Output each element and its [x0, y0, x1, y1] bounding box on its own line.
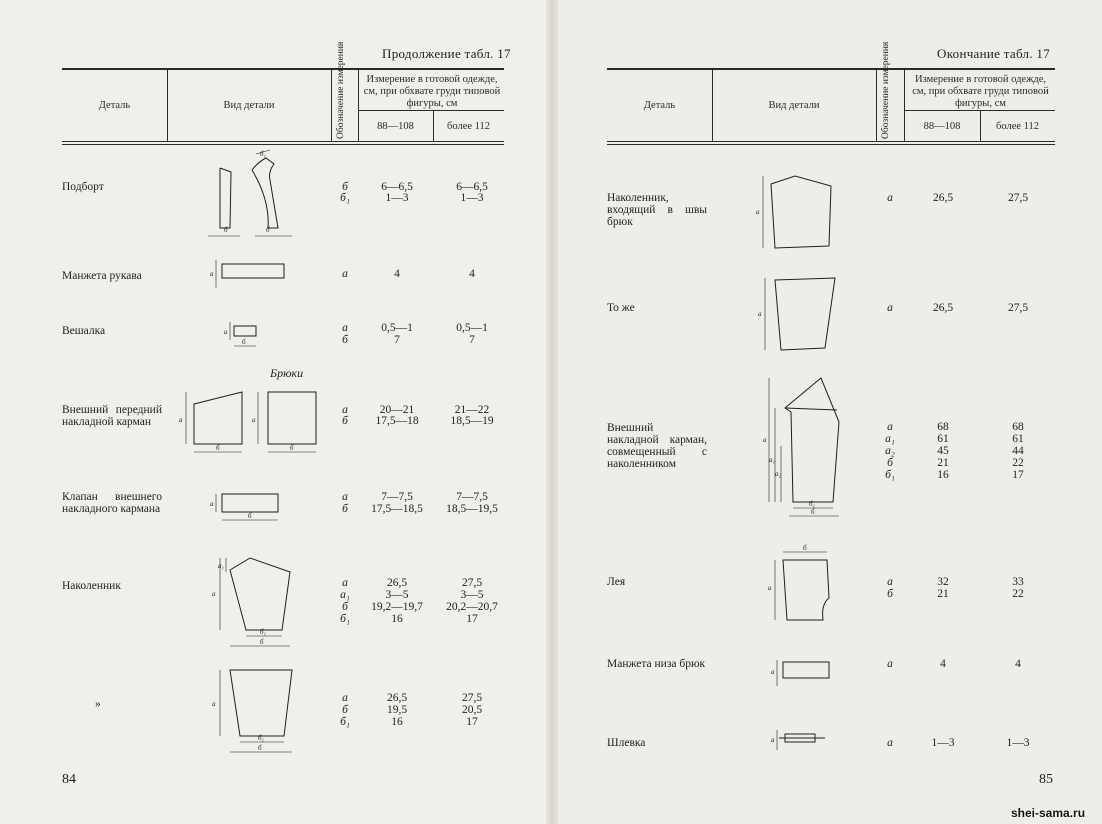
svg-text:б: б: [242, 338, 246, 346]
row-value: 20,2—20,7: [446, 601, 498, 613]
header-bottom-rule: [607, 141, 1055, 142]
table-top-rule: [62, 68, 504, 70]
row-value: 20,5: [461, 704, 483, 716]
header-view: Вид детали: [768, 100, 820, 111]
svg-text:б₁: б₁: [809, 500, 815, 508]
svg-text:а: а: [768, 584, 772, 592]
row-value: 68: [937, 421, 949, 433]
row-name: Шлевка: [607, 737, 646, 749]
row-value: 7—7,5: [456, 491, 488, 503]
row-symbol: б: [887, 588, 893, 600]
row-value: 7: [469, 334, 475, 346]
row-symbol: б: [342, 601, 348, 613]
row-symbol: а: [342, 404, 348, 416]
row-symbol: б: [887, 457, 893, 469]
row-name: Наколенник: [62, 580, 121, 592]
row-symbol: б: [342, 181, 348, 193]
row-value: 17: [466, 716, 478, 728]
row-value: 27,5: [461, 577, 483, 589]
row-value: 19,2—19,7: [371, 601, 423, 613]
section-title: Брюки: [270, 366, 304, 380]
pocket-drawing: [176, 386, 326, 458]
row-symbol: б: [342, 503, 348, 515]
row-value: 26,5: [932, 302, 954, 314]
row-value: 7—7,5: [381, 491, 413, 503]
svg-text:б: б: [216, 444, 220, 452]
row-symbol: б: [342, 415, 348, 427]
row-value: 20—21: [379, 404, 415, 416]
svg-text:а: а: [771, 668, 775, 676]
row-name: Лея: [607, 576, 626, 588]
svg-text:а: а: [212, 590, 216, 598]
row-value: 33: [1012, 576, 1024, 588]
row-symbol: а₂: [885, 445, 895, 457]
svg-text:б₁: б₁: [260, 628, 266, 636]
row-value: 26,5: [386, 577, 408, 589]
fly-drawing: [763, 546, 843, 628]
svg-text:б: б: [811, 508, 815, 516]
row-name: »: [95, 698, 101, 710]
row-value: 27,5: [461, 692, 483, 704]
row-value: 27,5: [1007, 192, 1029, 204]
row-value: 16: [391, 613, 403, 625]
table-caption-right: Окончание табл. 17: [937, 46, 1051, 61]
svg-text:б: б: [260, 638, 264, 646]
svg-text:а₁: а₁: [769, 456, 775, 464]
svg-text:б: б: [248, 512, 252, 520]
subheader-rule: [358, 110, 504, 111]
row-value: 26,5: [932, 192, 954, 204]
row-symbol: б₁: [885, 469, 895, 481]
svg-text:б₁: б₁: [258, 734, 264, 742]
svg-text:б₁: б₁: [260, 150, 266, 158]
row-symbol: б: [342, 704, 348, 716]
svg-text:а: а: [763, 436, 767, 444]
row-name: Манжета низа брюк: [607, 658, 706, 670]
row-value: 16: [391, 716, 403, 728]
header-detail: Деталь: [98, 100, 131, 111]
row-value: 0,5—1: [381, 322, 413, 334]
row-value: 4: [940, 658, 946, 670]
facing-drawing: [200, 150, 310, 242]
col-divider-2: [331, 68, 332, 141]
svg-text:а: а: [210, 500, 214, 508]
row-value: 3—5: [385, 589, 409, 601]
page-number-right: 85: [1039, 772, 1053, 787]
row-value: 18,5—19: [450, 415, 494, 427]
row-symbol: б₁: [340, 192, 350, 204]
row-value: 32: [937, 576, 949, 588]
row-value: 16: [937, 469, 949, 481]
row-name: Вешалка: [62, 325, 106, 337]
row-name: Клапан внешнего накладного кармана: [62, 491, 162, 515]
row-value: 4: [394, 268, 400, 280]
svg-text:а: а: [210, 270, 214, 278]
svg-text:а: а: [252, 416, 256, 424]
row-value: 6—6,5: [381, 181, 413, 193]
col-divider-2: [876, 68, 877, 141]
svg-text:б: б: [290, 444, 294, 452]
hanger-drawing: [222, 318, 282, 352]
watermark: shei-sama.ru: [1011, 806, 1086, 820]
row-value: 22: [1012, 457, 1024, 469]
hem-cuff-drawing: [769, 656, 839, 692]
row-symbol: а: [887, 737, 893, 749]
row-value: 17: [466, 613, 478, 625]
row-symbol: а₁: [340, 589, 350, 601]
row-value: 27,5: [1007, 302, 1029, 314]
header-bottom-rule-2: [62, 144, 504, 145]
book-gutter: [546, 0, 558, 824]
svg-text:б: б: [258, 744, 262, 752]
row-symbol: б₁: [340, 613, 350, 625]
row-value: 1—3: [1006, 737, 1030, 749]
header-col2: более 112: [447, 121, 490, 132]
cuff-drawing: [208, 258, 298, 298]
combined-pocket-drawing: [751, 372, 851, 522]
header-measure: Измерение в готовой одежде, см, при обхвате груди типовой фигуры, см: [363, 74, 501, 109]
header-col1: 88—108: [923, 121, 961, 132]
header-col2: более 112: [996, 121, 1039, 132]
header-col1: 88—108: [377, 121, 414, 132]
svg-text:а: а: [224, 328, 228, 336]
row-value: 6—6,5: [456, 181, 488, 193]
row-value: 17: [1012, 469, 1024, 481]
row-value: 26,5: [386, 692, 408, 704]
row-symbol: а: [887, 658, 893, 670]
svg-text:б: б: [803, 544, 807, 552]
knee-pad-drawing-2: [206, 662, 306, 762]
row-symbol: а: [342, 322, 348, 334]
header-bottom-rule-2: [607, 144, 1055, 145]
right-page: [551, 0, 1102, 824]
row-value: 21—22: [454, 404, 490, 416]
row-name: Наколенник, входящий в швы брюк: [607, 192, 707, 228]
row-name: Внешний передний накладной карман: [62, 404, 162, 428]
flap-drawing: [206, 490, 290, 526]
svg-text:а₂: а₂: [775, 470, 781, 478]
header-measure: Измерение в готовой одежде, см, при обхвате груди типовой фигуры, см: [912, 74, 1049, 109]
table-caption-left: Продолжение табл. 17: [382, 46, 511, 61]
row-value: 17,5—18,5: [371, 503, 423, 515]
row-symbol: а₁: [885, 433, 895, 445]
row-value: 21: [937, 457, 949, 469]
row-symbol: а: [342, 692, 348, 704]
row-value: 68: [1012, 421, 1024, 433]
row-value: 17,5—18: [375, 415, 419, 427]
row-value: 0,5—1: [456, 322, 488, 334]
row-symbol: а: [342, 491, 348, 503]
knee-pad-drawing: [206, 552, 306, 652]
svg-text:а: а: [179, 416, 183, 424]
belt-loop-drawing: [771, 728, 835, 754]
header-bottom-rule: [62, 141, 504, 142]
header-symbol: Обозначение измерения: [336, 41, 346, 139]
header-detail: Деталь: [643, 100, 676, 111]
row-name: Подборт: [62, 181, 104, 193]
row-value: 61: [937, 433, 949, 445]
svg-text:а: а: [771, 736, 775, 744]
row-value: 1—3: [460, 192, 484, 204]
table-top-rule: [607, 68, 1055, 70]
row-value: 4: [1015, 658, 1021, 670]
row-value: 18,5—19,5: [446, 503, 498, 515]
same-drawing: [751, 272, 841, 356]
page-number-left: 84: [62, 772, 76, 787]
header-view: Вид детали: [223, 100, 275, 111]
svg-text:б: б: [266, 226, 270, 234]
svg-text:а: а: [212, 700, 216, 708]
row-value: 21: [937, 588, 949, 600]
row-symbol: а: [887, 302, 893, 314]
svg-text:а: а: [756, 208, 760, 216]
row-symbol: а: [342, 577, 348, 589]
row-symbol: б: [342, 334, 348, 346]
row-value: 1—3: [931, 737, 955, 749]
row-value: 7: [394, 334, 400, 346]
row-value: 19,5: [386, 704, 408, 716]
row-value: 61: [1012, 433, 1024, 445]
row-value: 4: [469, 268, 475, 280]
svg-text:а₁: а₁: [218, 562, 224, 570]
svg-text:б: б: [224, 226, 228, 234]
knee-pad-seam-drawing: [751, 170, 841, 254]
row-value: 3—5: [460, 589, 484, 601]
row-value: 22: [1012, 588, 1024, 600]
row-symbol: а: [342, 268, 348, 280]
row-value: 44: [1012, 445, 1024, 457]
row-symbol: б₁: [340, 716, 350, 728]
row-value: 1—3: [385, 192, 409, 204]
row-value: 45: [937, 445, 949, 457]
row-name: Манжета рукава: [62, 270, 142, 282]
header-symbol: Обозначение измерения: [881, 41, 891, 139]
svg-text:а: а: [758, 310, 762, 318]
row-symbol: а: [887, 421, 893, 433]
row-symbol: а: [887, 576, 893, 588]
row-name: Внешний накладной карман, совмещенный с наколенником: [607, 422, 707, 470]
row-name: То же: [607, 302, 635, 314]
row-symbol: а: [887, 192, 893, 204]
